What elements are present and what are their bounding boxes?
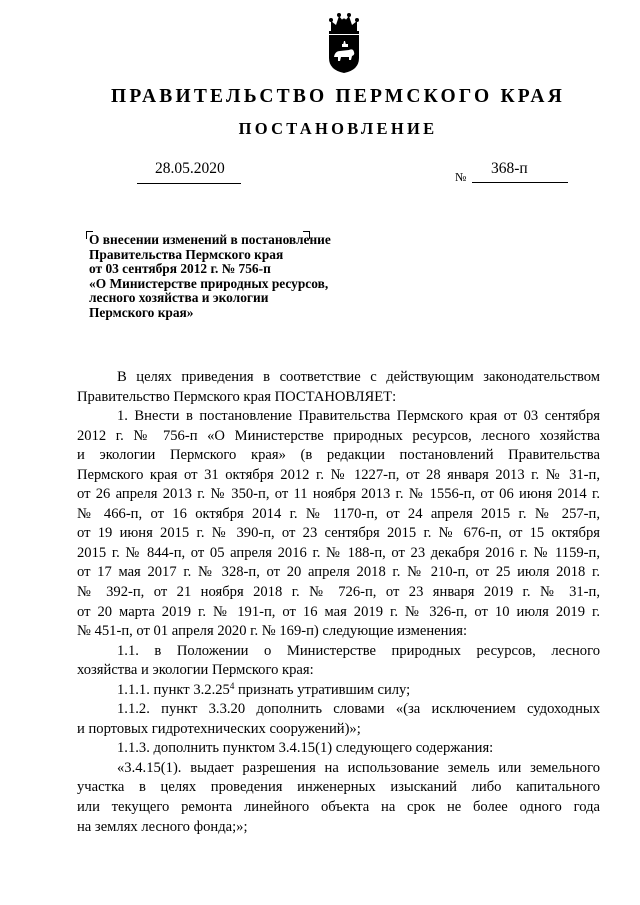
text-line: от 20 марта 2019 г. № 191-п, от 16 мая 2019 г. № 326-п, от 10 июля 2019 г. — [77, 603, 600, 620]
text-line: или текущего ремонта линейного объекта на срок не более одного года — [77, 799, 600, 816]
document-subject — [89, 233, 331, 320]
subject-line: Правительства Пермского края — [89, 246, 284, 262]
clause-1-1-1-end: признать утратившим силу; — [234, 681, 411, 698]
text-line: В целях приведения в соответствие с действующим законодательством — [117, 369, 600, 385]
text-line: 1.1.3. дополнить пунктом 3.4.15(1) следующего содержания: — [117, 740, 494, 757]
perm-krai-coat-of-arms-icon — [327, 10, 361, 74]
document-number: 368-п — [491, 160, 528, 177]
subject-line: Пермского края» — [89, 304, 194, 320]
number-underline — [472, 182, 568, 183]
text-line: от 19 июня 2015 г. № 390-п, от 23 сентября 2015 г. № 676-п, от 15 октября — [77, 525, 600, 542]
text-line: 2012 г. № 756-п «О Министерстве природных ресурсов, лесного хозяйства — [77, 427, 600, 444]
text-line: Пермского края от 31 октября 2012 г. № 1227-п, от 28 января 2013 г. № 31-п, — [77, 466, 600, 483]
clause-superscript: 4 — [229, 680, 235, 691]
document-body — [77, 368, 600, 837]
document-type: ПОСТАНОВЛЕНИЕ — [238, 119, 438, 138]
text-line: и портовых гидротехнических сооружений)»; — [77, 720, 361, 737]
text-line: от 26 апреля 2013 г. № 350-п, от 11 ноября 2013 г. № 1556-п, от 06 июня 2014 г. — [77, 486, 600, 503]
text-line: хозяйства и экологии Пермского края: — [77, 662, 314, 679]
number-sign: № — [455, 170, 467, 184]
text-line: от 17 мая 2017 г. № 328-п, от 20 апреля 2018 г. № 210-п, от 25 июля 2018 г. — [77, 564, 600, 581]
text-line: № 392-п, от 21 ноября 2018 г. № 726-п, от 23 января 2019 г. № 31-п, — [77, 584, 600, 601]
text-line: № 451-п, от 01 апреля 2020 г. № 169-п) следующие изменения: — [77, 623, 468, 640]
text-line: 1.1.2. пункт 3.3.20 дополнить словами «(за исключением судоходных — [117, 701, 600, 718]
subject-line: «О Министерстве природных ресурсов, — [89, 275, 329, 291]
text-line: участка в целях проведения инженерных изысканий либо капитального — [77, 779, 600, 796]
text-line: на землях лесного фонда;»; — [77, 818, 248, 835]
date-underline — [137, 183, 241, 184]
subject-line: от 03 сентября 2012 г. № 756-п — [89, 261, 271, 276]
text-line: 1. Внести в постановление Правительства Пермского края от 03 сентября — [117, 408, 600, 425]
text-line: Правительство Пермского края ПОСТАНОВЛЯЕТ: — [77, 388, 397, 405]
text-line: 1.1. в Положении о Министерстве природных ресурсов, лесного — [117, 642, 600, 659]
document-date: 28.05.2020 — [155, 160, 225, 177]
text-line — [77, 681, 600, 701]
text-line: № 466-п, от 16 октября 2014 г. № 1170-п, от 24 апреля 2015 г. № 257-п, — [77, 505, 600, 522]
text-line: 2015 г. № 844-п, от 05 апреля 2016 г. № 188-п, от 23 декабря 2016 г. № 1159-п, — [77, 544, 600, 561]
text-line: и экологии Пермского края» (в редакции постановлений Правительства — [77, 447, 600, 464]
clause-1-1-1-start: 1.1.1. пункт 3.2.25 — [117, 681, 230, 698]
text-line: «3.4.15(1). выдает разрешения на использование земель или земельного — [117, 759, 600, 776]
government-title: ПРАВИТЕЛЬСТВО ПЕРМСКОГО КРАЯ — [111, 86, 565, 107]
subject-line: О внесении изменений в постановление — [89, 232, 331, 247]
subject-line: лесного хозяйства и экологии — [89, 290, 269, 305]
